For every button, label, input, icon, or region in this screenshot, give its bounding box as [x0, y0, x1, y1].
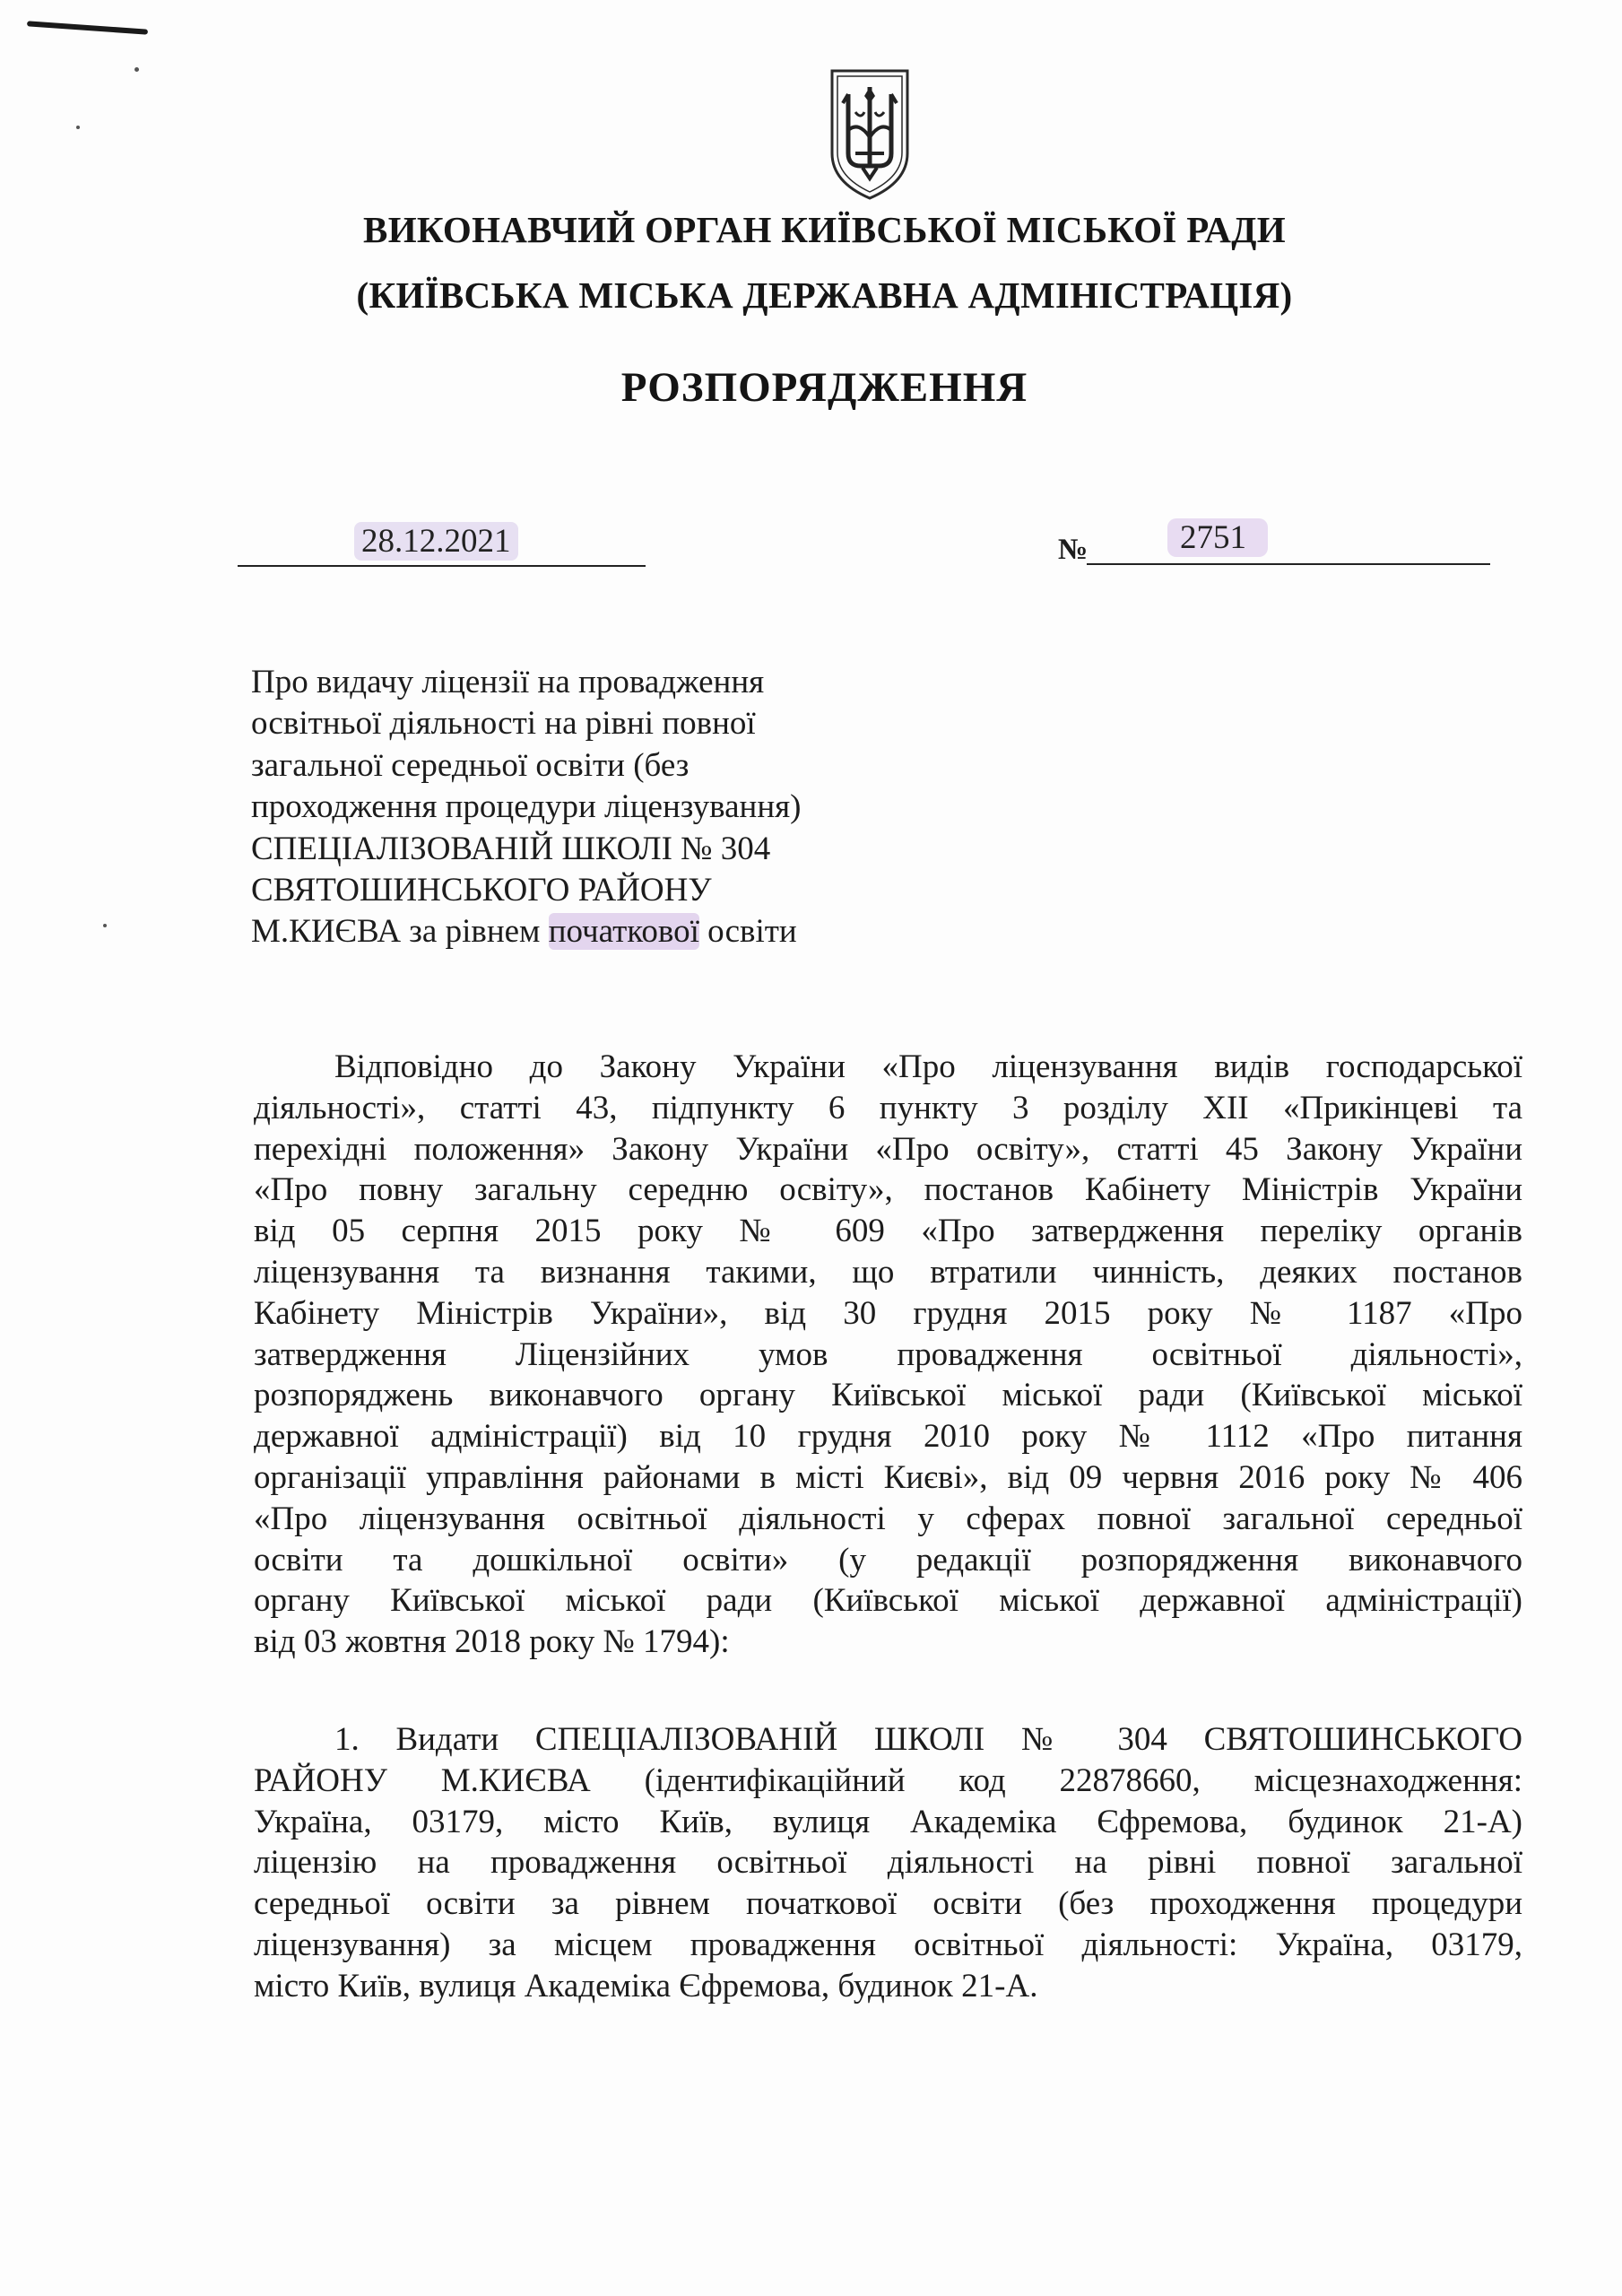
scan-artifact-dot [103, 924, 107, 927]
paragraph-line: РАЙОНУ М.КИЄВА (ідентифікаційний код 22878660, місцезнаходження: [254, 1761, 1522, 1799]
subject-block [251, 662, 897, 953]
paragraph-line: Відповідно до Закону України «Про ліцензування видів господарської [334, 1048, 1522, 1085]
subject-line-last [251, 911, 897, 952]
date-value: 28.12.2021 [354, 522, 518, 561]
subject-highlight: початкової [548, 913, 699, 951]
paragraph-line: розпоряджень виконавчого органу Київської міської ради (Київської міської [254, 1377, 1522, 1414]
subject-line-suffix: освіти [698, 913, 797, 951]
subject-line: загальної середньої освіти (без [251, 746, 690, 784]
paragraph-line: Кабінету Міністрів України», від 30 грудня 2015 року № 1187 «Про [254, 1294, 1522, 1332]
paragraph-line: місто Київ, вулиця Академіка Єфремова, будинок 21-А. [254, 1967, 1038, 2005]
paragraph-line: від 05 серпня 2015 року № 609 «Про затвердження переліку органів [254, 1213, 1522, 1250]
paragraph-line: «Про ліцензування освітньої діяльності у сферах повної загальної середньої [254, 1500, 1522, 1537]
issuer-name-line2: (КИЇВСЬКА МІСЬКА ДЕРЖАВНА АДМІНІСТРАЦІЯ) [356, 274, 1293, 316]
subject-line: Про видачу ліцензії на провадження [251, 664, 765, 700]
scan-artifact-dot [76, 126, 80, 129]
preamble-paragraph [254, 1048, 1522, 1664]
subject-line: проходження процедури ліцензування) [251, 788, 802, 826]
number-field [1087, 518, 1490, 565]
scan-artifact-stroke [27, 21, 148, 34]
paragraph-line: ліцензування) за місцем провадження освітньої діяльності: Україна, 03179, [254, 1926, 1522, 1963]
date-field [238, 518, 646, 567]
paragraph-line: діяльності», статті 43, підпункту 6 пункту 3 розділу XII «Прикінцеві та [254, 1089, 1522, 1126]
issuer-name-line1: ВИКОНАВЧИЙ ОРГАН КИЇВСЬКОЇ МІСЬКОЇ РАДИ [363, 209, 1286, 250]
subject-line-prefix: М.КИЄВА за рівнем [251, 913, 549, 951]
scan-artifact-dot [134, 67, 139, 72]
paragraph-line: 1. Видати СПЕЦІАЛІЗОВАНІЙ ШКОЛІ № 304 СВЯТОШИНСЬКОГО [334, 1721, 1522, 1758]
number-sign: № [1058, 534, 1089, 566]
paragraph-line: «Про повну загальну середню освіту», постанов Кабінету Міністрів України [254, 1171, 1522, 1209]
document-title: РОЗПОРЯДЖЕННЯ [620, 364, 1028, 411]
subject-line: СПЕЦІАЛІЗОВАНІЙ ШКОЛІ № 304 [251, 830, 771, 867]
paragraph-line: ліцензію на провадження освітньої діяльності на рівні повної загальної [254, 1844, 1522, 1882]
paragraph-line: організації управління районами в місті Києві», від 09 червня 2016 року № 406 [254, 1458, 1522, 1496]
paragraph-line: ліцензування та визнання такими, що втратили чинність, деяких постанов [254, 1253, 1522, 1291]
paragraph-line: освіти та дошкільної освіти» (у редакції розпорядження виконавчого [254, 1541, 1522, 1578]
paragraph-line: перехідні положення» Закону України «Про освіту», статті 45 Закону України [254, 1130, 1522, 1168]
paragraph-line: органу Київської міської ради (Київської міської державної адміністрації) [254, 1582, 1522, 1620]
subject-line: освітньої діяльності на рівні повної [251, 705, 756, 743]
paragraph-line: Україна, 03179, місто Київ, вулиця Академіка Єфремова, будинок 21-А) [254, 1803, 1522, 1840]
subject-line: СВЯТОШИНСЬКОГО РАЙОНУ [251, 872, 712, 909]
order-item-1 [254, 1720, 1522, 2008]
paragraph-line: державної адміністрації) від 10 грудня 2010 року № 1112 «Про питання [254, 1418, 1522, 1456]
trident-coat-of-arms-icon [825, 67, 915, 202]
paragraph-line: середньої освіти за рівнем початкової освіти (без проходження процедури [254, 1885, 1522, 1923]
paragraph-line: затвердження Ліцензійних умов провадження освітньої діяльності», [254, 1335, 1522, 1373]
paragraph-line: від 03 жовтня 2018 року № 1794): [254, 1623, 730, 1661]
number-value: 2751 [1167, 518, 1268, 557]
